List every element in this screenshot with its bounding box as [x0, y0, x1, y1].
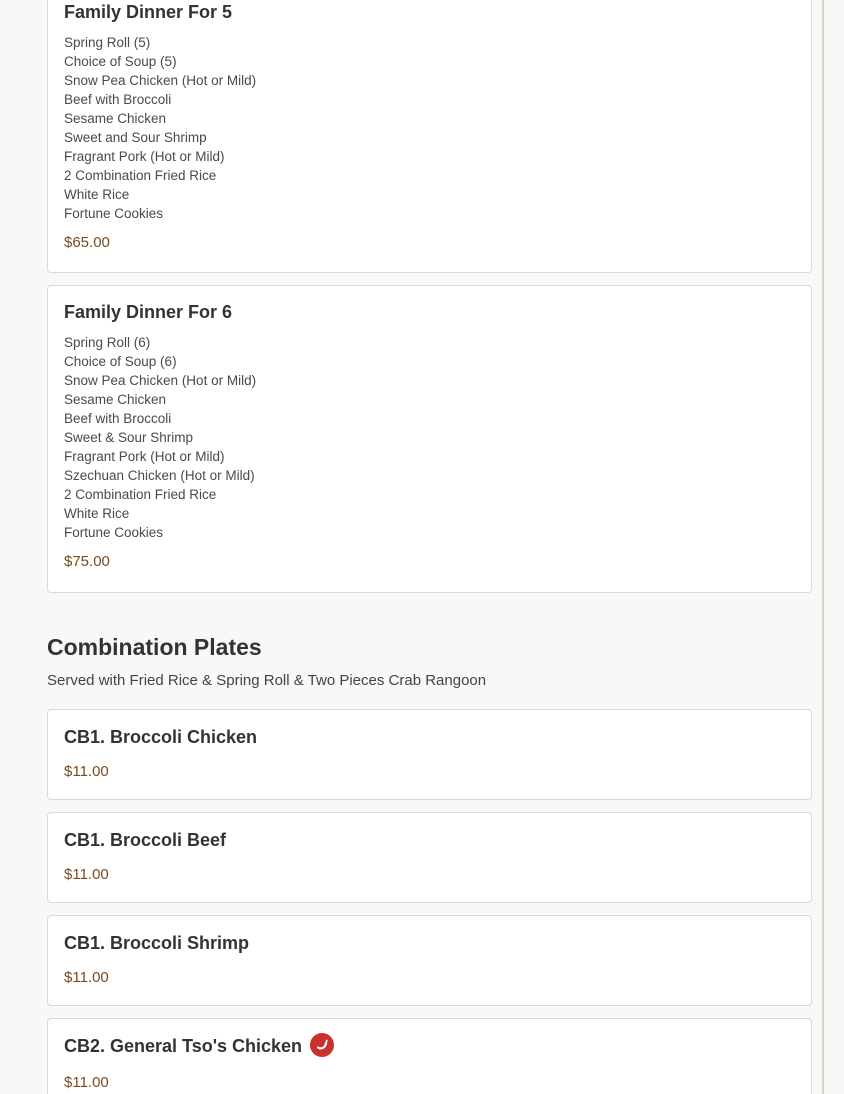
section-description: Served with Fried Rice & Spring Roll & Two Pieces Crab Rangoon — [47, 672, 487, 689]
description-line: Beef with Broccoli — [64, 411, 172, 426]
section-title: Combination Plates — [47, 634, 262, 660]
description-line: Fragrant Pork (Hot or Mild) — [64, 149, 225, 164]
description-line: Choice of Soup (5) — [64, 54, 177, 69]
description-line: Spring Roll (5) — [64, 35, 151, 50]
description-line: Snow Pea Chicken (Hot or Mild) — [64, 373, 257, 388]
menu-item-title: CB1. Broccoli Beef — [64, 830, 227, 850]
menu-item-card[interactable] — [47, 812, 812, 903]
menu-item-price: $11.00 — [64, 969, 109, 986]
description-line: 2 Combination Fried Rice — [64, 487, 217, 502]
description-line: Spring Roll (6) — [64, 335, 151, 350]
menu-item-description — [64, 333, 795, 542]
description-line: Fortune Cookies — [64, 525, 164, 540]
description-line: White Rice — [64, 506, 130, 521]
menu-item-description — [64, 33, 795, 223]
menu-item-title: CB2. General Tso's Chicken — [64, 1036, 303, 1056]
chili-pepper-icon — [310, 1033, 334, 1057]
description-line: Beef with Broccoli — [64, 92, 172, 107]
description-line: Sweet and Sour Shrimp — [64, 130, 207, 145]
description-line: Fragrant Pork (Hot or Mild) — [64, 449, 225, 464]
menu-item-title: Family Dinner For 6 — [64, 302, 233, 322]
description-line: Snow Pea Chicken (Hot or Mild) — [64, 73, 257, 88]
description-line: Szechuan Chicken (Hot or Mild) — [64, 468, 255, 483]
menu-item-price: $11.00 — [64, 763, 109, 780]
description-line: Fortune Cookies — [64, 206, 164, 221]
description-line: White Rice — [64, 187, 130, 202]
menu-item-price: $75.00 — [64, 553, 110, 570]
description-line: 2 Combination Fried Rice — [64, 168, 217, 183]
menu-item-card[interactable] — [47, 1018, 812, 1094]
menu-item-price: $11.00 — [64, 866, 109, 883]
menu-item-title: Family Dinner For 5 — [64, 2, 233, 22]
menu-item-card[interactable] — [47, 915, 812, 1006]
menu-item-card[interactable] — [47, 285, 812, 593]
description-line: Sweet & Sour Shrimp — [64, 430, 194, 445]
menu-item-title: CB1. Broccoli Chicken — [64, 727, 258, 747]
description-line: Sesame Chicken — [64, 111, 167, 126]
description-line: Sesame Chicken — [64, 392, 167, 407]
menu-item-price: $11.00 — [64, 1074, 109, 1092]
menu-item-card[interactable] — [47, 709, 812, 800]
menu-item-title-row — [64, 1035, 795, 1059]
menu-item-card[interactable] — [47, 0, 812, 273]
description-line: Choice of Soup (6) — [64, 354, 177, 369]
menu-item-title: CB1. Broccoli Shrimp — [64, 933, 250, 953]
menu-item-price: $65.00 — [64, 234, 110, 251]
